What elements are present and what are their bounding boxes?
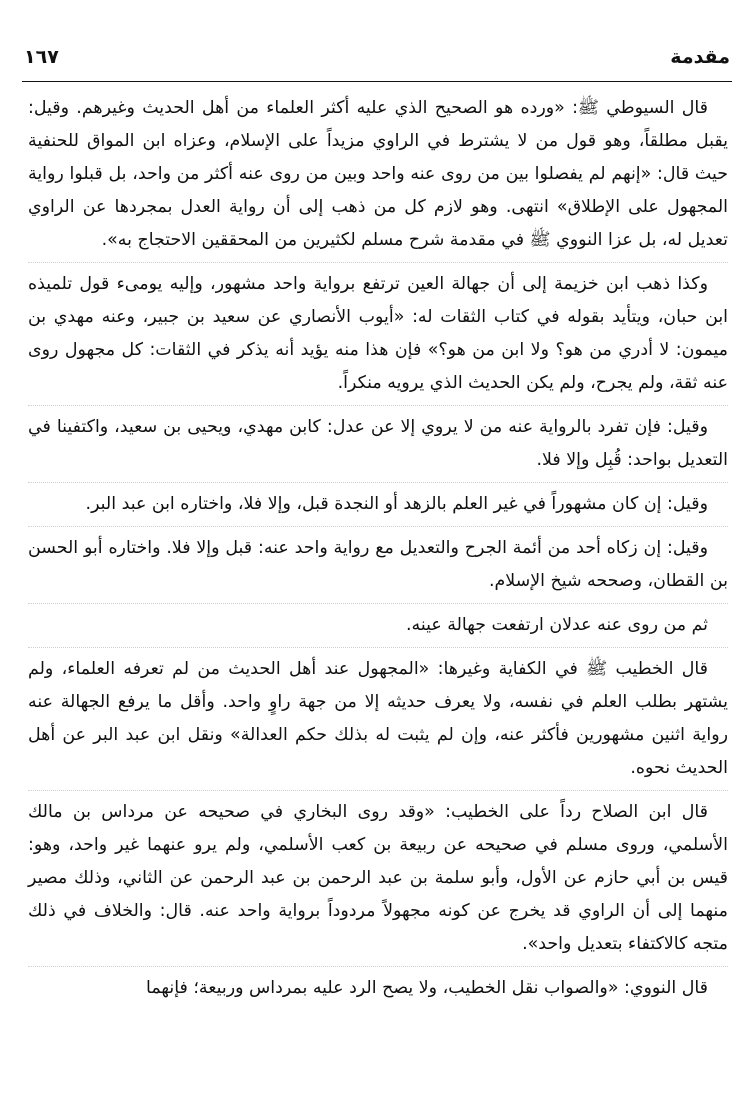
paragraph-nawawi: قال النووي: «والصواب نقل الخطيب، ولا يصح الرد عليه بمرداس وربيعة؛ فإنهما [146, 978, 708, 998]
page-header [22, 42, 732, 82]
paragraph-mashhur: وقيل: إن كان مشهوراً في غير العلم بالزهد أو النجدة قبل، وإلا فلا، واختاره ابن عبد البر. [28, 488, 728, 527]
paragraph-tazkiya: وقيل: إن زكاه أحد من أئمة الجرح والتعديل مع رواية واحد عنه: قبل وإلا فلا. واختاره أبو الحسن بن القطان، وصححه شيخ الإسلام. [28, 532, 728, 604]
paragraph-ibn-khuzaima: وكذا ذهب ابن خزيمة إلى أن جهالة العين ترتفع برواية واحد مشهور، وإليه يومىء قول تلميذه ابن حبان، ويتأيد بقوله في كتاب الثقات له: «أيوب الأنصاري عن سعيد بن جبير، وعنه مهدي بن ميمون: لا أدري من هو؟ ولا ابن من هو؟» فإن هذا منه يؤيد أنه يذكر في الثقات: كل مجهول روى عنه ثقة، ولم يجرح، ولم يكن الحديث الذي يرويه منكراً. [28, 268, 728, 406]
paragraph-tafarrud: وقيل: فإن تفرد بالرواية عنه من لا يروي إلا عن عدل: كابن مهدي، ويحيى بن سعيد، واكتفينا في التعديل بواحد: قُبِل وإلا فلا. [28, 411, 728, 483]
paragraph-ibn-salah: قال ابن الصلاح رداً على الخطيب: «وقد روى البخاري في صحيحه عن مرداس بن مالك الأسلمي، وروى مسلم في صحيحه عن ربيعة بن كعب الأسلمي، ولم يرو عنهما غير واحد، وهو: قيس بن أبي حازم عن الأول، وأبو سلمة بن عبد الرحمن بن عبد الرحمن عن الثاني، وذلك مصير منهما إلى أن الراوي قد يخرج عن كونه مجهولاً مردوداً برواية واحد عنه. قال: والخلاف في ذلك متجه كالاكتفاء بتعديل واحد». [28, 796, 728, 967]
paragraph-suyuti: قال السيوطي ﷺ: «ورده هو الصحيح الذي عليه أكثر العلماء من أهل الحديث وغيرهم. وقيل: يقبل مطلقاً، وهو قول من لا يشترط في الراوي مزيداً على الإسلام، وعزاه ابن المواق للحنفية حيث قال: «إنهم لم يفصلوا بين من روى عنه واحد وبين من روى عنه أكثر من واحد، بل قبلوا رواية المجهول على الإطلاق» انتهى. وهو لازم كل من ذهب إلى أن رواية العدل بمجردها عن الراوي تعديل له، بل عزا النووي ﷺ في مقدمة شرح مسلم لكثيرين من المحققين الاحتجاج به». [28, 92, 728, 263]
header-rule [22, 81, 732, 82]
page-number: ١٦٧ [24, 46, 59, 68]
page-body [28, 92, 728, 1015]
paragraph-adlan: ثم من روى عنه عدلان ارتفعت جهالة عينه. [28, 609, 728, 648]
paragraph-khatib: قال الخطيب ﷺ في الكفاية وغيرها: «المجهول عند أهل الحديث من لم تعرفه العلماء، ولم يشتهر بطلب العلم في نفسه، ولا يعرف حديثه إلا من جهة راوٍ واحد. وأقل ما يرفع الجهالة عنه رواية اثنين مشهورين فأكثر عنه، وإن لم يثبت له بذلك حكم العدالة» ونقل ابن عبد البر عن أهل الحديث نحوه. [28, 653, 728, 791]
running-title: مقدمة [670, 46, 730, 68]
